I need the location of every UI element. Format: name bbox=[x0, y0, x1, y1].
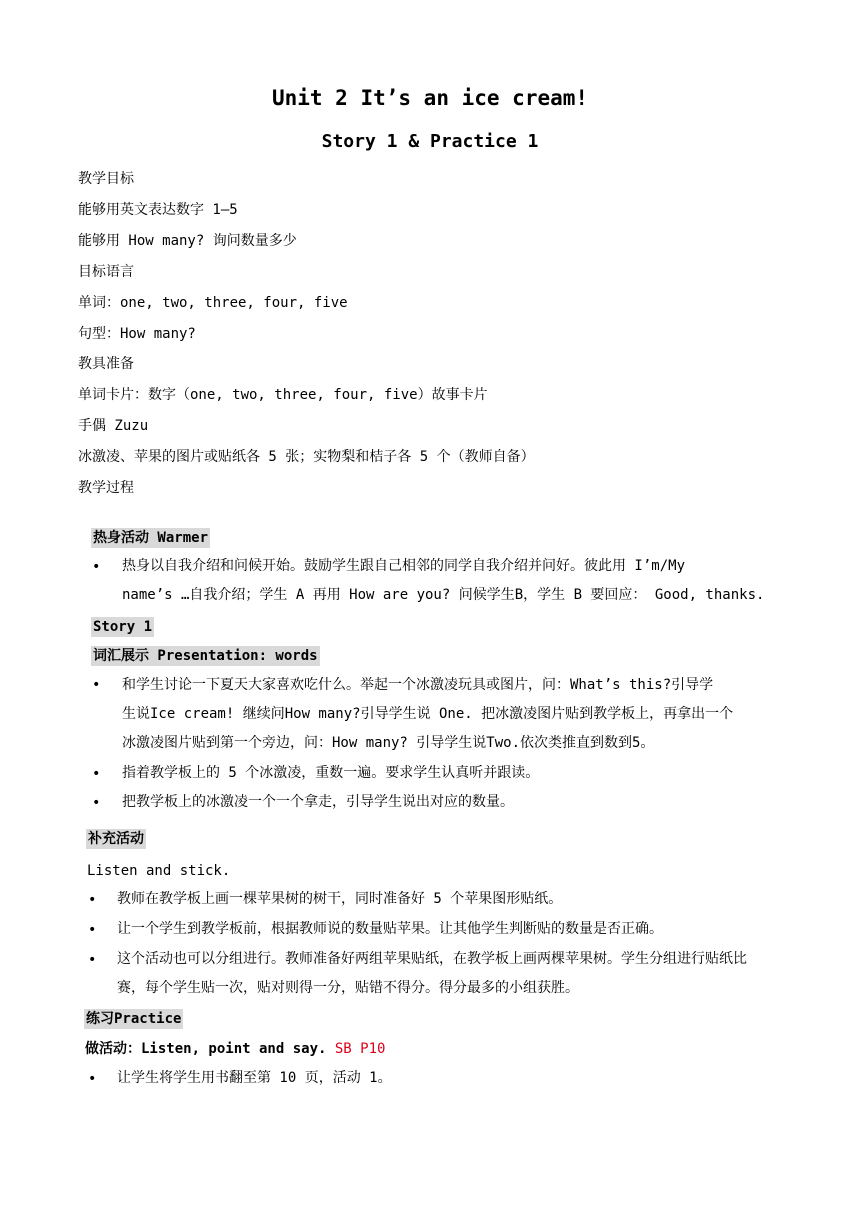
intro-line: 冰激凌、苹果的图片或贴纸各 5 张；实物梨和桔子各 5 个（教师自备） bbox=[78, 449, 535, 465]
practice-bullet: 让学生将学生用书翻至第 10 页，活动 1。 bbox=[117, 1070, 392, 1086]
page-title: Unit 2 It’s an ice cream! bbox=[271, 86, 589, 110]
intro-line: 教学过程 bbox=[78, 480, 134, 496]
bullet-icon: • bbox=[92, 766, 101, 782]
intro-line: 目标语言 bbox=[78, 264, 134, 280]
page-subtitle: Story 1 & Practice 1 bbox=[321, 131, 539, 152]
bullet-icon: • bbox=[88, 952, 97, 968]
supplement-bullet: 让一个学生到教学板前，根据教师说的数量贴苹果。让其他学生判断贴的数量是否正确。 bbox=[117, 921, 663, 937]
story-bullet: 指着教学板上的 5 个冰激凌，重数一遍。要求学生认真听并跟读。 bbox=[122, 765, 540, 781]
bullet-icon: • bbox=[92, 677, 101, 693]
intro-line: 能够用 How many? 询问数量多少 bbox=[78, 233, 297, 249]
bullet-icon: • bbox=[92, 795, 101, 811]
intro-line: 教学目标 bbox=[78, 171, 134, 187]
bullet-icon: • bbox=[88, 892, 97, 908]
story-bullet: 把教学板上的冰激凌一个一个拿走，引导学生说出对应的数量。 bbox=[122, 794, 514, 810]
intro-line: 单词：one, two, three, four, five bbox=[78, 295, 348, 311]
practice-activity bbox=[85, 1039, 385, 1059]
intro-line: 句型：How many? bbox=[78, 326, 196, 342]
bullet-icon: • bbox=[88, 1071, 97, 1087]
intro-line: 单词卡片：数字（one, two, three, four, five）故事卡片 bbox=[78, 387, 488, 403]
activity-label: 做活动：Listen, point and say. bbox=[85, 1041, 327, 1057]
warmer-heading: 热身活动 Warmer bbox=[93, 530, 209, 546]
story-bullet: 和学生讨论一下夏天大家喜欢吃什么。举起一个冰激凌玩具或图片，问：What’s this?引导学 生说Ice cream! 继续问How many?引导学生说 One. 把冰激凌图片贴到教学板上，再拿出一个 冰激凌图片贴到第一个旁边，问：How many? 引导学生说Two.依次类推直到数到5。 bbox=[122, 677, 734, 751]
supplement-subtitle: Listen and stick. bbox=[87, 863, 231, 879]
intro-line: 手偶 Zuzu bbox=[78, 418, 149, 434]
intro-line: 能够用英文表达数字 1—5 bbox=[78, 202, 238, 218]
story-heading: Story 1 bbox=[93, 619, 153, 635]
bullet-icon: • bbox=[88, 922, 97, 938]
supplement-heading: 补充活动 bbox=[88, 831, 144, 847]
warmer-bullet: 热身以自我介绍和问候开始。鼓励学生跟自己相邻的同学自我介绍并问好。彼此用 I’m/My name’s …自我介绍；学生 A 再用 How are you? 问候学生B，学生 B 要回应： Good, thanks. bbox=[122, 558, 765, 603]
practice-heading: 练习Practice bbox=[86, 1011, 182, 1027]
activity-ref: SB P10 bbox=[334, 1041, 386, 1057]
bullet-icon: • bbox=[92, 559, 101, 575]
presentation-heading: 词汇展示 Presentation: words bbox=[93, 648, 318, 664]
supplement-bullet: 这个活动也可以分组进行。教师准备好两组苹果贴纸，在教学板上画两棵苹果树。学生分组进行贴纸比 赛，每个学生贴一次，贴对则得一分，贴错不得分。得分最多的小组获胜。 bbox=[117, 951, 747, 996]
supplement-bullet: 教师在教学板上画一棵苹果树的树干，同时准备好 5 个苹果图形贴纸。 bbox=[117, 891, 563, 907]
intro-line: 教具准备 bbox=[78, 356, 134, 372]
